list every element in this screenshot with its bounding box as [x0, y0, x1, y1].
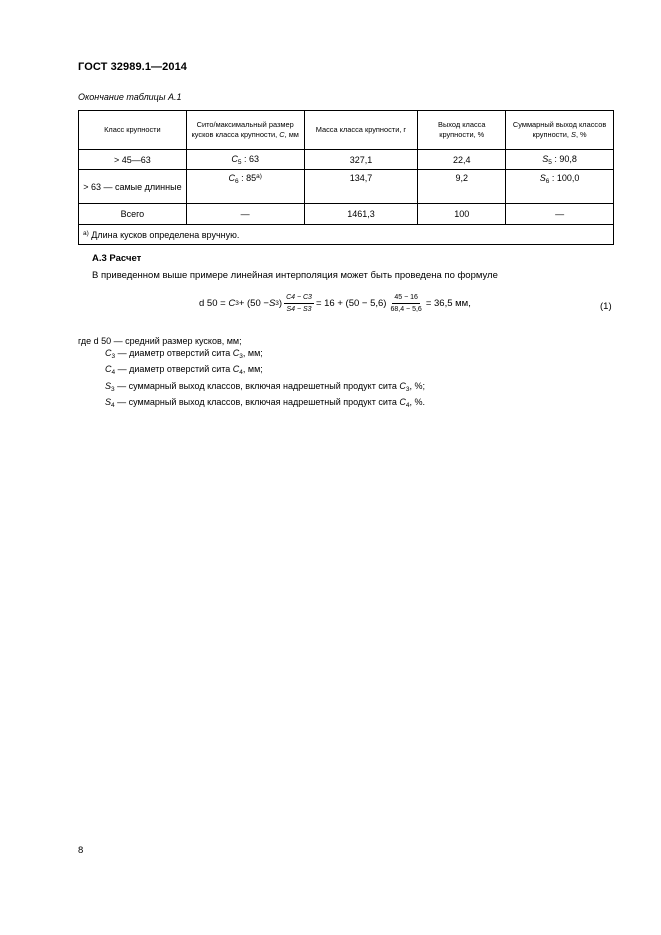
cell-yield: 22,4 — [418, 150, 506, 170]
sieve-subscript: 5 — [237, 158, 242, 166]
definitions-list — [78, 335, 425, 412]
cell-yield: 9,2 — [418, 170, 506, 204]
definition-ref-subscript: 3 — [405, 385, 410, 393]
footnote-mark: а) — [83, 229, 89, 237]
definition-symbol: S — [105, 380, 112, 391]
definition-item — [78, 380, 425, 396]
formula-fraction-symbolic — [284, 293, 314, 314]
section-title: А.3 Расчет — [92, 253, 142, 264]
definition-tail: , %. — [409, 396, 426, 407]
cell-sum — [506, 170, 614, 204]
cell-yield: 100 — [418, 204, 506, 225]
fraction-numerator: 45 − 16 — [392, 293, 420, 304]
formula-fraction-numeric — [388, 293, 423, 314]
cell-mass: 134,7 — [304, 170, 418, 204]
sieve-symbol: C — [228, 173, 235, 183]
cell-mass: 327,1 — [304, 150, 418, 170]
header-sieve-symbol: С — [279, 130, 285, 139]
sum-symbol: S — [539, 173, 546, 183]
definition-tail: , %; — [409, 380, 426, 391]
header-mass: Масса класса крупности, г — [304, 111, 418, 150]
formula-s3: S — [268, 298, 276, 309]
table-footnote-row — [79, 225, 614, 245]
definition-item — [78, 396, 425, 412]
definition-ref-subscript: 3 — [239, 353, 243, 361]
sieve-table — [78, 110, 614, 245]
fraction-numerator: C4 − C3 — [284, 293, 314, 304]
formula-part1: + (50 − — [238, 298, 269, 309]
paragraph: В приведенном выше примере линейная интерполяция может быть проведена по формуле — [92, 270, 498, 281]
formula-c3-sub: 3 — [235, 300, 239, 307]
definition-ref-symbol: C — [232, 364, 240, 375]
definition-ref-subscript: 4 — [405, 401, 410, 409]
page-number: 8 — [78, 845, 84, 856]
definition-ref-symbol: C — [232, 348, 240, 359]
header-sieve — [186, 111, 304, 150]
formula — [199, 293, 471, 314]
header-sum — [506, 111, 614, 150]
header-class: Класс крупности — [79, 111, 187, 150]
sum-subscript: 6 — [545, 178, 550, 185]
definition-text: — диаметр отверстий сита — [115, 364, 233, 375]
definition-subscript: 4 — [111, 401, 115, 409]
table-footnote — [79, 225, 614, 245]
cell-class: > 63 — самые длинные — [79, 170, 187, 204]
table-header-row — [79, 111, 614, 150]
footnote-text: Длина кусков определена вручную. — [88, 229, 240, 240]
definition-lead: где d 50 — [78, 336, 112, 346]
sieve-value: : 85 — [238, 173, 257, 183]
cell-sieve — [186, 170, 304, 204]
cell-class: > 45—63 — [79, 150, 187, 170]
definition-subscript: 3 — [111, 385, 115, 393]
definition-text: — суммарный выход классов, включая надрешетный продукт сита — [114, 396, 400, 407]
definition-text: — диаметр отверстий сита — [115, 348, 233, 359]
definition-ref-symbol: C — [399, 380, 406, 391]
formula-lhs: d 50 = — [199, 298, 226, 309]
definition-text: — средний размер кусков, мм; — [111, 336, 242, 346]
sum-symbol: S — [542, 153, 549, 164]
header-yield: Выход класса крупности, % — [418, 111, 506, 150]
definition-text: — суммарный выход классов, включая надрешетный продукт сита — [114, 380, 400, 391]
definition-symbol: C — [105, 348, 112, 359]
formula-part3: = 16 + (50 − 5,6) — [315, 298, 387, 309]
footnote-ref: а) — [256, 173, 262, 180]
definition-item — [78, 363, 425, 379]
fraction-denominator: 68,4 − 5,6 — [390, 306, 422, 313]
formula-number: (1) — [600, 301, 612, 312]
sieve-symbol: C — [231, 153, 238, 164]
definition-ref-subscript: 4 — [239, 369, 243, 377]
definition-subscript: 3 — [111, 353, 116, 361]
table-row — [79, 150, 614, 170]
cell-mass: 1461,3 — [304, 204, 418, 225]
formula-s3-sub: 3 — [275, 300, 279, 307]
definition-subscript: 4 — [111, 369, 116, 377]
header-sum-symbol: S — [571, 130, 576, 139]
header-sum-unit: , % — [575, 130, 587, 139]
cell-class: Всего — [79, 204, 187, 225]
cell-sum — [506, 150, 614, 170]
table-row — [79, 170, 614, 204]
sum-value: : 90,8 — [551, 153, 577, 164]
definition-tail: , мм; — [242, 364, 263, 375]
definition-item — [78, 347, 425, 363]
header-sieve-text: Сито/максимальный размер кусков класса крупности, — [191, 120, 294, 139]
formula-result: = 36,5 мм, — [425, 298, 471, 309]
table-caption: Окончание таблицы А.1 — [78, 92, 182, 102]
header-sum-text: Суммарный выход классов крупности, — [512, 120, 607, 139]
cell-sieve — [186, 150, 304, 170]
definition-symbol: S — [105, 396, 112, 407]
header-sieve-unit: , мм — [284, 130, 299, 139]
formula-part2: ) — [278, 298, 283, 309]
fraction-denominator: S4 − S3 — [286, 306, 312, 313]
cell-sum: — — [506, 204, 614, 225]
sum-value: : 100,0 — [549, 173, 580, 183]
definition-item — [78, 335, 425, 347]
definition-tail: , мм; — [242, 348, 263, 359]
formula-c3: C — [228, 298, 236, 309]
definition-ref-symbol: C — [399, 396, 406, 407]
sieve-value: : 63 — [241, 153, 259, 164]
cell-sieve: — — [186, 204, 304, 225]
sieve-subscript: 6 — [234, 178, 239, 185]
sum-subscript: 5 — [548, 158, 552, 166]
table-total-row — [79, 204, 614, 225]
document-header: ГОСТ 32989.1—2014 — [78, 61, 188, 73]
definition-symbol: C — [105, 364, 112, 375]
